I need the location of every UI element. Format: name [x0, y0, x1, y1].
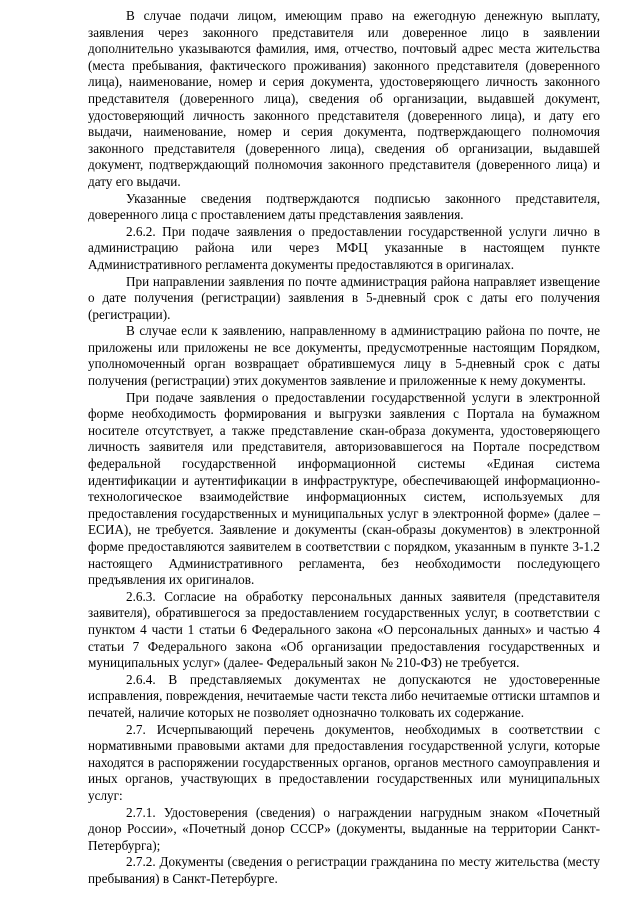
paragraph-missing-documents: В случае если к заявлению, направленному в администрацию района по почте, не приложены или приложены не все документы, предусмотренные настоящим Порядком, уполномоченный орган возвращает обратившемуся лицу в 5-дневный срок с даты получения (регистрации) этих документов заявление и приложенные к нему документы.	[88, 323, 600, 389]
paragraph-2-6-3: 2.6.3. Согласие на обработку персональных данных заявителя (представителя заявителя), обратившегося за предоставлением государственных услуг, в соответствии с пунктом 4 части 1 статьи 6 Федерального закона «О персональных данных» и частью 4 статьи 7 Федерального закона «Об организации предоставления государственных и муниципальных услуг» (далее- Федеральный закон № 210-ФЗ) не требуется.	[88, 588, 600, 671]
paragraph-2-7: 2.7. Исчерпывающий перечень документов, необходимых в соответствии с нормативными правовыми актами для предоставления государственной услуги, которые находятся в распоряжении государственных органов, органов местного самоуправления и иных органов, участвующих в предоставлении государственных или муниципальных услуг:	[88, 721, 600, 803]
paragraph-postal-notice: При направлении заявления по почте администрация района направляет извещение о дате получения (регистрации) заявления в 5-дневный срок с даты его получения (регистрации).	[88, 273, 600, 322]
paragraph-signature-confirmation: Указанные сведения подтверждаются подписью законного представителя, доверенного лица с проставлением даты представления заявления.	[88, 190, 600, 223]
paragraph-2-7-2: 2.7.2. Документы (сведения о регистрации гражданина по месту жительства (месту пребывания) в Санкт-Петербурге.	[88, 854, 600, 886]
document-page	[88, 8, 600, 887]
paragraph-2-6-4: 2.6.4. В представляемых документах не допускаются не удостоверенные исправления, повреждения, нечитаемые части текста либо нечитаемые оттиски штампов и печатей, наличие которых не позволяет однозначно толковать их содержание.	[88, 671, 600, 720]
paragraph-2-6-2: 2.6.2. При подаче заявления о предоставлении государственной услуги лично в администрацию района или через МФЦ указанные в настоящем пункте Административного регламента документы предоставляются в оригиналах.	[88, 223, 600, 272]
paragraph-2-7-1: 2.7.1. Удостоверения (сведения) о награждении нагрудным знаком «Почетный донор России», «Почетный донор СССР» (документы, выданные на территории Санкт-Петербурга);	[88, 804, 600, 853]
paragraph-legal-representative: В случае подачи лицом, имеющим право на ежегодную денежную выплату, заявления через законного представителя или доверенное лицо в заявлении дополнительно указываются фамилия, имя, отчество, почтовый адрес места жительства (места пребывания, фактического проживания) законного представителя (доверенного лица), наименование, номер и серия документа, удостоверяющего личность законного представителя (доверенного лица), сведения об организации, выдавшей документ, удостоверяющий личность законного представителя (доверенного лица), и дату его выдачи, наименование, номер и серия документа, подтверждающего полномочия законного представителя (доверенного лица), сведения об организации, выдавшей документ, подтверждающий полномочия законного представителя (доверенного лица) и дату его выдачи.	[88, 8, 600, 189]
paragraph-electronic-submission: При подаче заявления о предоставлении государственной услуги в электронной форме необходимость формирования и выгрузки заявления с Портала на бумажном носителе отсутствует, а также представление скан-образа документа, удостоверяющего личность заявителя или представителя, авторизовавшегося на Портале посредством федеральной государственной информационной системы «Единая система идентификации и аутентификации в инфраструктуре, обеспечивающей информационно-технологическое взаимодействие информационных систем, используемых для предоставления государственных и муниципальных услуг в электронной форме» (далее – ЕСИА), не требуется. Заявление и документы (скан-образы документов) в электронной форме предоставляются заявителем в соответствии с порядком, указанным в пункте 3-1.2 настоящего Административного регламента, без необходимости последующего предъявления их оригиналов.	[88, 389, 600, 588]
